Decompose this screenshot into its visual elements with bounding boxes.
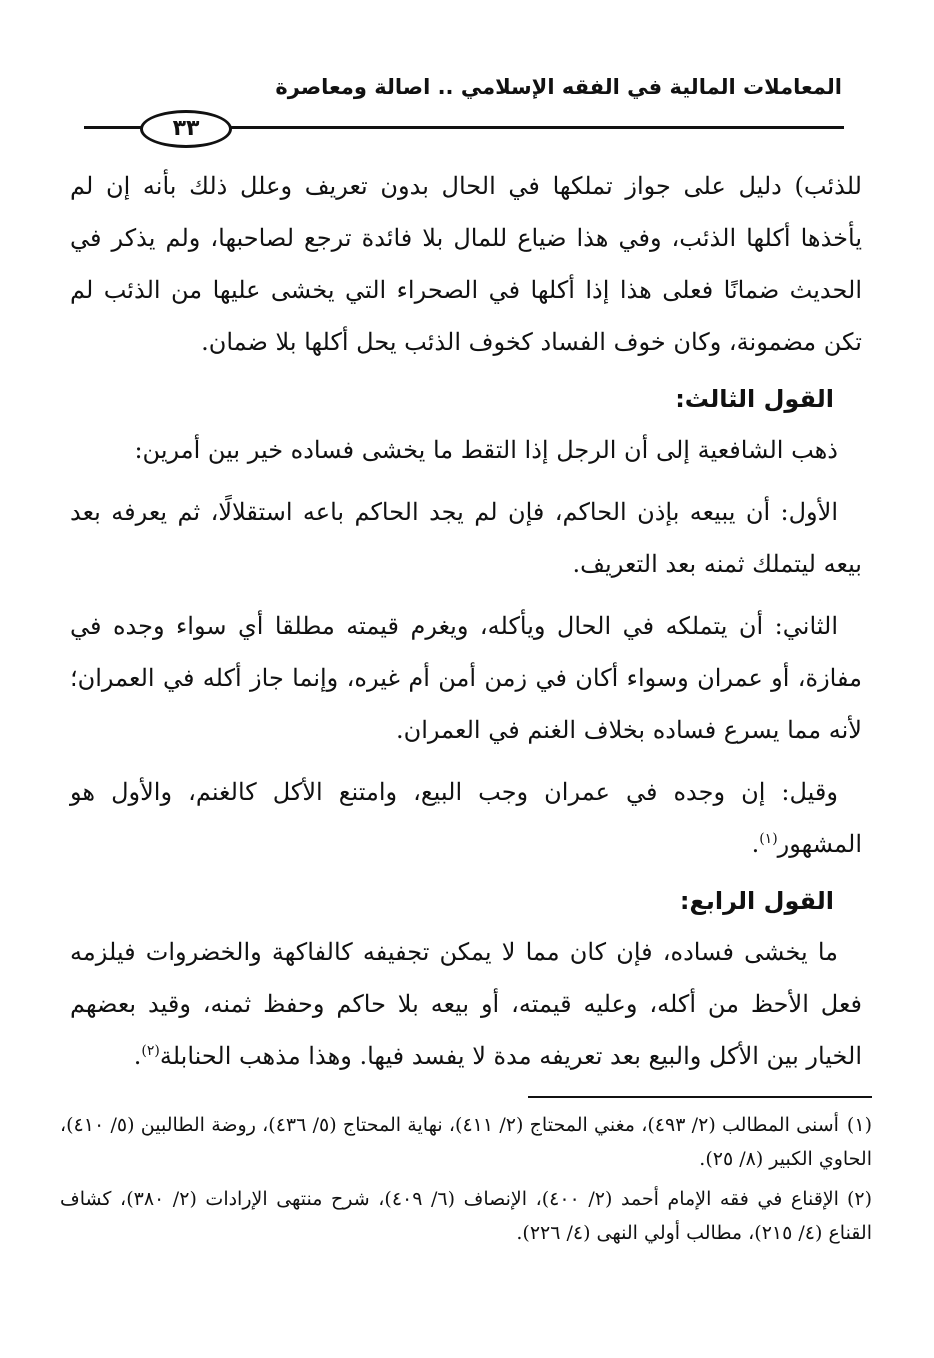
paragraph-4: الثاني: أن يتملكه في الحال ويأكله، ويغرم قيمته مطلقا أي سواء وجده في مفازة، أو عمران وسواء أكان في زمن أمن أم غيره، وإنما جاز أكله في العمران؛ لأنه مما يسرع فساده بخلاف الغنم في العمران. (70, 612, 862, 744)
footnote-ref-2[interactable]: (٢) (141, 1043, 160, 1059)
heading-third-opinion: القول الثالث: (675, 385, 834, 413)
footnote-ref-1[interactable]: (١) (759, 831, 778, 847)
paragraph-1: للذئب) دليل على جواز تملكها في الحال بدون تعريف وعلل ذلك بأنه إن لم يأخذها أكلها الذئب، وفي هذا ضياع للمال بلا فائدة ترجع لصاحبها، ولم يذكر في الحديث ضمانًا فعلى هذا إذا أكلها في الصحراء التي يخشى عليها من الذئب لم تكن مضمونة، وكان خوف الفساد كخوف الذئب يحل أكلها بلا ضمان. (70, 172, 862, 356)
paragraph-6 (70, 926, 862, 1082)
footnote-2-number: (٢) (846, 1188, 872, 1210)
paragraph-3: الأول: أن يبيعه بإذن الحاكم، فإن لم يجد الحاكم باعه استقلالًا، ثم يعرفه بعد بيعه ليتملك ثمنه بعد التعريف. (70, 498, 862, 578)
footnote-2 (60, 1182, 872, 1250)
footnote-1-text: أسنى المطالب (٢/ ٤٩٣)، مغني المحتاج (٢/ ٤١١)، نهاية المحتاج (٥/ ٤٣٦)، روضة الطالبين (٥/ ٤١٠)، الحاوي الكبير (٨/ ٢٥). (60, 1114, 872, 1170)
footnote-2-text: الإقناع في فقه الإمام أحمد (٢/ ٤٠٠)، الإنصاف (٦/ ٤٠٩)، شرح منتهى الإرادات (٢/ ٣٨٠)، كشاف القناع (٤/ ٢١٥)، مطالب أولي النهى (٤/ ٢٢٦). (60, 1188, 872, 1244)
heading-fourth-opinion: القول الرابع: (679, 887, 834, 915)
footnote-1-number: (١) (846, 1114, 872, 1136)
page-number: ٣٣ (140, 110, 232, 148)
paragraph-6-end: . (133, 1042, 142, 1070)
footnotes (60, 1108, 872, 1256)
paragraph-5-end: . (751, 830, 760, 858)
paragraph-5-text: وقيل: إن وجده في عمران وجب البيع، وامتنع الأكل كالغنم، والأول هو المشهور (70, 778, 862, 858)
paragraph-6-text: ما يخشى فساده، فإن كان مما لا يمكن تجفيفه كالفاكهة والخضروات فيلزمه فعل الأحظ من أكله، وعليه قيمته، أو بيعه بلا حاكم وحفظ ثمنه، وقيد بعضهم الخيار بين الأكل والبيع بعد تعريفه مدة لا يفسد فيها. وهذا مذهب الحنابلة (70, 938, 862, 1070)
main-text (70, 160, 862, 1082)
running-title: المعاملات المالية في الفقه الإسلامي .. اصالة ومعاصرة (275, 75, 842, 99)
footnote-1 (60, 1108, 872, 1176)
paragraph-2: ذهب الشافعية إلى أن الرجل إذا التقط ما يخشى فساده خير بين أمرين: (134, 436, 838, 464)
paragraph-5 (70, 766, 862, 870)
footnote-separator (528, 1096, 872, 1098)
